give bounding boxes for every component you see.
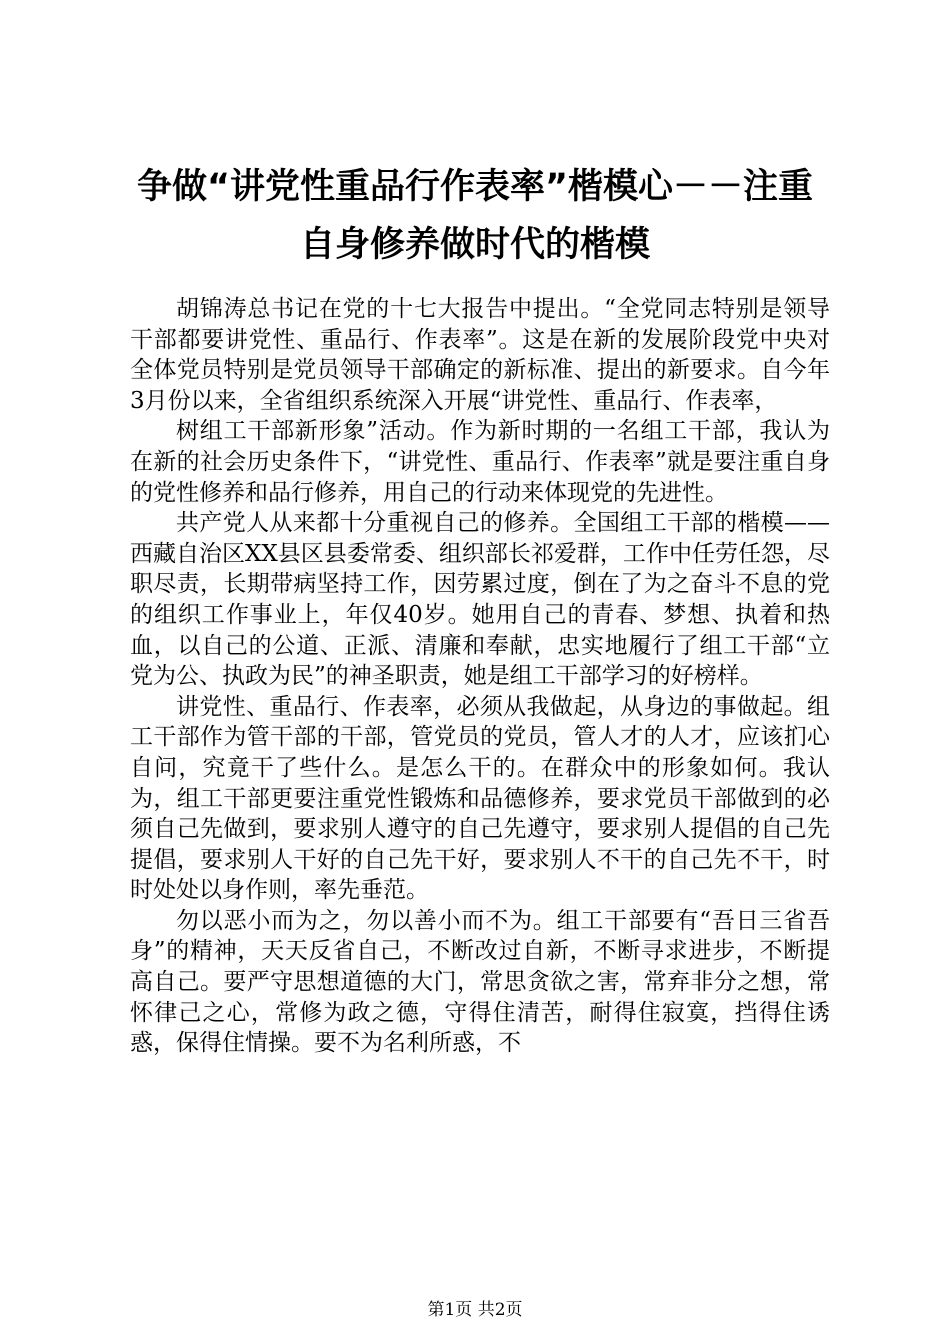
paragraph: 树组工干部新形象”活动。作为新时期的一名组工干部，我认为在新的社会历史条件下，“讲党性、重品行、作表率”就是要注重自身的党性修养和品行修养，用自己的行动来体现党的先进性。 [130, 418, 830, 506]
paragraph: 胡锦涛总书记在党的十七大报告中提出。“全党同志特别是领导干部都要讲党性、重品行、作表率”。这是在新的发展阶段党中央对全体党员特别是党员领导干部确定的新标准、提出的新要求。自今年3月份以来，全省组织系统深入开展“讲党性、重品行、作表率， [130, 296, 830, 414]
page-footer: 第1页 共2页 [427, 1300, 523, 1320]
title-line-2: 自身修养做时代的楷模 [299, 225, 650, 265]
paragraph: 讲党性、重品行、作表率，必须从我做起，从身边的事做起。组工干部作为管干部的干部，管党员的党员，管人才的人才，应该扪心自问，究竟干了些什么。是怎么干的。在群众中的形象如何。我认为，组工干部更要注重党性锻炼和品德修养，要求党员干部做到的必须自己先做到，要求别人遵守的自己先遵守，要求别人提倡的自己先提倡，要求别人干好的自己先干好，要求别人不干的自己先不干，时时处处以身作则，率先垂范。 [130, 693, 830, 904]
paragraph: 勿以恶小而为之，勿以善小而不为。组工干部要有“吾日三省吾身”的精神，天天反省自己，不断改过自新，不断寻求进步，不断提高自己。要严守思想道德的大门，常思贪欲之害，常弃非分之想，常怀律己之心，常修为政之德，守得住清苦，耐得住寂寞，挡得住诱惑，保得住情操。要不为名利所惑，不 [130, 907, 830, 1057]
paragraph: 共产党人从来都十分重视自己的修养。全国组工干部的楷模——西藏自治区XX县区县委常委、组织部长祁爱群，工作中任劳任怨，尽职尽责，长期带病坚持工作，因劳累过度，倒在了为之奋斗不息的党的组织工作事业上，年仅40岁。她用自己的青春、梦想、执着和热血，以自己的公道、正派、清廉和奉献，忠实地履行了组工干部“立党为公、执政为民”的神圣职责，她是组工干部学习的好榜样。 [130, 510, 830, 690]
title-line-1: 争做“讲党性重品行作表率”楷模心－－注重 [136, 167, 813, 207]
document-title [100, 158, 850, 274]
document-body [130, 294, 830, 1059]
